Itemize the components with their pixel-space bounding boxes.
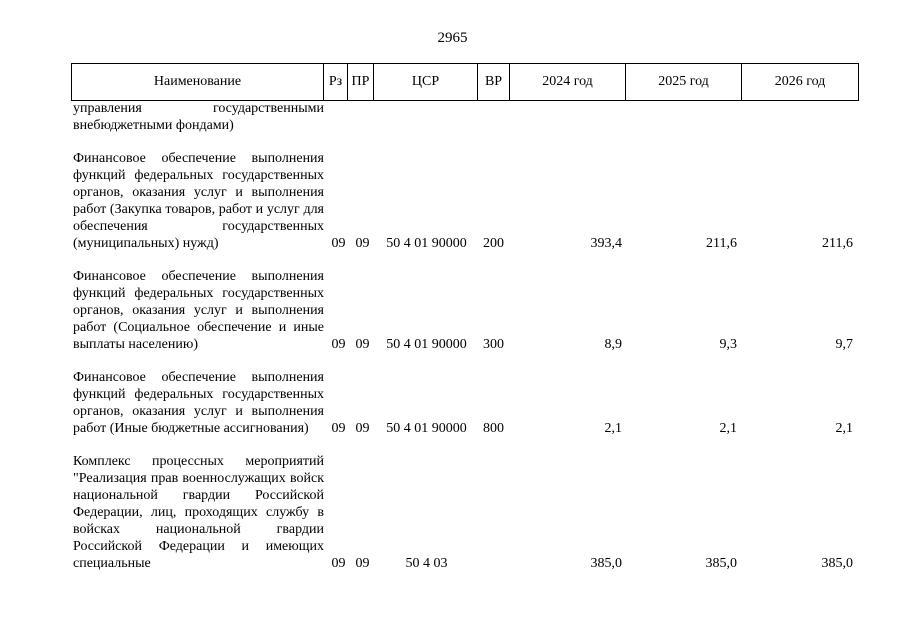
table-row bbox=[71, 252, 855, 353]
row-vr: 300 bbox=[483, 337, 504, 352]
row-vr bbox=[478, 100, 509, 134]
row-2026: 385,0 bbox=[821, 556, 853, 571]
row-2026: 9,7 bbox=[835, 337, 853, 352]
row-rz: 09 bbox=[331, 236, 346, 251]
row-2024: 393,4 bbox=[590, 236, 622, 251]
row-2025 bbox=[624, 100, 739, 134]
table-row bbox=[71, 100, 855, 134]
row-2024 bbox=[509, 100, 624, 134]
row-pr: 09 bbox=[355, 421, 370, 436]
table-row bbox=[71, 134, 855, 252]
table-row bbox=[71, 353, 855, 437]
table-row bbox=[71, 437, 855, 572]
row-2026 bbox=[739, 100, 855, 134]
budget-table bbox=[71, 100, 855, 572]
row-pr: 09 bbox=[355, 236, 370, 251]
header-row bbox=[72, 64, 859, 101]
row-name: Комплекс процессных мероприятий "Реализация прав военнослужащих войск национальной гвардии Российской Федерации, лиц, проходящих службу в войсках национальной гвардии Российской Федерации и имеющих специальные bbox=[73, 454, 324, 571]
header-name: Наименование bbox=[72, 64, 324, 101]
row-rz bbox=[327, 100, 350, 134]
row-csr: 50 4 03 bbox=[405, 556, 448, 571]
header-2025: 2025 год bbox=[626, 64, 742, 101]
row-2024: 8,9 bbox=[604, 337, 622, 352]
row-2025: 211,6 bbox=[706, 236, 737, 251]
row-csr: 50 4 01 90000 bbox=[386, 421, 467, 436]
header-vr: ВР bbox=[478, 64, 510, 101]
row-pr bbox=[350, 100, 375, 134]
row-2025: 9,3 bbox=[719, 337, 737, 352]
row-2024: 385,0 bbox=[590, 556, 622, 571]
row-name: управления государственными внебюджетными фондами) bbox=[73, 101, 324, 133]
page-number: 2965 bbox=[437, 30, 468, 46]
header-pr: ПР bbox=[348, 64, 374, 101]
row-2025: 385,0 bbox=[705, 556, 737, 571]
row-2025: 2,1 bbox=[719, 421, 737, 436]
header-csr: ЦСР bbox=[374, 64, 478, 101]
row-csr: 50 4 01 90000 bbox=[386, 236, 467, 251]
table-header bbox=[71, 63, 859, 101]
header-2024: 2024 год bbox=[510, 64, 626, 101]
row-name: Финансовое обеспечение выполнения функций федеральных государственных органов, оказания услуг и выполнения работ (Закупка товаров, работ и услуг для обеспечения государственных (муниципальных) нужд) bbox=[73, 151, 324, 251]
row-pr: 09 bbox=[355, 337, 370, 352]
row-rz: 09 bbox=[331, 421, 346, 436]
row-vr: 800 bbox=[483, 421, 504, 436]
row-2026: 211,6 bbox=[822, 236, 853, 251]
row-vr bbox=[478, 437, 509, 572]
row-rz: 09 bbox=[331, 556, 346, 571]
header-rz: Рз bbox=[324, 64, 348, 101]
row-2026: 2,1 bbox=[835, 421, 853, 436]
row-pr: 09 bbox=[355, 556, 370, 571]
row-vr: 200 bbox=[483, 236, 504, 251]
row-2024: 2,1 bbox=[604, 421, 622, 436]
row-csr bbox=[375, 100, 478, 134]
row-rz: 09 bbox=[331, 337, 346, 352]
row-csr: 50 4 01 90000 bbox=[386, 337, 467, 352]
header-2026: 2026 год bbox=[742, 64, 859, 101]
row-name: Финансовое обеспечение выполнения функций федеральных государственных органов, оказания услуг и выполнения работ (Социальное обеспечение и иные выплаты населению) bbox=[73, 269, 324, 352]
row-name: Финансовое обеспечение выполнения функций федеральных государственных органов, оказания услуг и выполнения работ (Иные бюджетные ассигнования) bbox=[73, 370, 324, 436]
